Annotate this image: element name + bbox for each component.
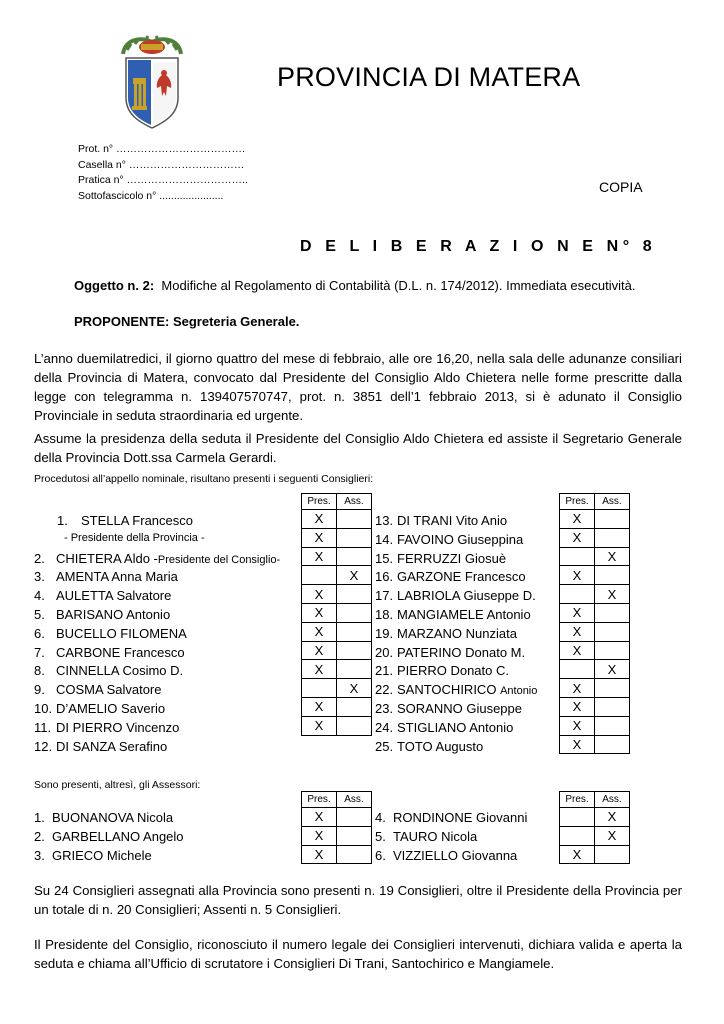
member-entry: [34, 607, 170, 622]
member-entry: [34, 720, 179, 735]
absence-cell: [337, 845, 372, 864]
member-entry: [34, 829, 184, 844]
member-entry: [34, 588, 171, 603]
presence-cell: X: [302, 641, 337, 660]
pratica-line: Pratica n° ……………………………..: [78, 174, 248, 186]
table-row: [560, 808, 630, 827]
absence-cell: X: [595, 808, 630, 827]
table-row: [302, 585, 372, 604]
member-entry: [375, 569, 526, 584]
paragraph-presidenza: Assume la presidenza della seduta il Presidente del Consiglio Aldo Chietera ed assiste il Segretario Generale della Provincia Dott.ssa Carmela Gerardi.: [34, 431, 682, 465]
member-entry: [375, 532, 523, 547]
absence-cell: X: [595, 585, 630, 604]
presence-cell: X: [560, 735, 595, 754]
presence-cell: X: [302, 716, 337, 735]
member-number: 11.: [34, 719, 52, 735]
member-number: 24.: [375, 719, 394, 735]
member-number: 5.: [34, 607, 45, 622]
deliberazione-heading: D E L I B E R A Z I O N E N° 8: [300, 238, 657, 255]
table-row: [560, 603, 630, 622]
member-entry: [375, 588, 536, 603]
presence-cell: X: [302, 845, 337, 864]
member-name: CHIETERA Aldo -: [56, 550, 158, 566]
member-entry: [34, 645, 185, 660]
member-note: Antonio: [500, 685, 538, 698]
table-row: [302, 716, 372, 735]
presence-cell: X: [560, 679, 595, 698]
member-entry: [375, 607, 531, 622]
member-number: 25.: [375, 738, 394, 754]
table-row: [560, 697, 630, 716]
header-row: [302, 792, 372, 808]
presence-cell: X: [560, 641, 595, 660]
member-entry: [34, 701, 165, 716]
assessori-right-table: [559, 791, 630, 864]
member-name: AULETTA Salvatore: [56, 588, 172, 604]
member-name: LABRIOLA Giuseppe D.: [397, 588, 536, 604]
member-number: 21.: [375, 663, 394, 679]
absence-cell: [337, 528, 372, 547]
member-name: CINNELLA Cosimo D.: [56, 663, 184, 679]
member-name: TAURO Nicola: [393, 828, 478, 844]
paragraph-scrutatori: Il Presidente del Consiglio, riconosciuto il numero legale dei Consiglieri intervenuti, dichiara valida e aperta la seduta e chiama all’Ufficio di scrutatore i Consiglieri Di Trani, Santochirico e Mangiamele.: [34, 937, 682, 971]
member-name: MANGIAMELE Antonio: [397, 607, 531, 622]
absence-cell: X: [595, 660, 630, 679]
table-row: [302, 660, 372, 679]
member-name: DI PIERRO Vincenzo: [56, 719, 180, 735]
absence-cell: [595, 735, 630, 754]
paragraph-opening: L’anno duemilatredici, il giorno quattro del mese di febbraio, alle ore 16,20, nella sala delle adunanze consiliari della Provincia di Matera, convocato dal Presidente del Consiglio Aldo Chietera nelle forme prescritte dalla legge con telegramma n. 139407570747, prot. n. 3851 dell’1 febbraio 2013, si è adunato il Consiglio Provinciale in seduta straordinaria ed urgente.: [34, 351, 682, 423]
member-entry: [375, 626, 517, 641]
presence-cell: X: [560, 697, 595, 716]
member-name: D’AMELIO Saverio: [56, 701, 166, 716]
sottofascicolo-line: Sottofascicolo n° ......................: [78, 190, 224, 202]
table-row: [302, 697, 372, 716]
table-row: [560, 585, 630, 604]
member-name: DI SANZA Serafino: [56, 738, 168, 754]
absence-cell: [337, 716, 372, 735]
member-name: BUONANOVA Nicola: [52, 810, 174, 825]
member-name: GRIECO Michele: [52, 847, 152, 863]
absence-cell: X: [337, 679, 372, 698]
proponente: PROPONENTE: Segreteria Generale.: [74, 314, 300, 329]
presence-cell: [302, 566, 337, 585]
presence-cell: [560, 547, 595, 566]
appello-intro: Procedutosi all’appello nominale, risultano presenti i seguenti Consiglieri:: [34, 473, 374, 485]
member-entry: [375, 513, 507, 528]
assessori-left-table: [301, 791, 372, 864]
member-number: 17.: [375, 588, 394, 604]
member-entry: [34, 810, 173, 825]
presence-cell: X: [560, 528, 595, 547]
table-row: [560, 641, 630, 660]
header-row: [302, 494, 372, 510]
member-number: 10.: [34, 701, 53, 716]
member-entry: [375, 682, 537, 697]
presence-cell: [560, 826, 595, 845]
member-number: 6.: [375, 847, 386, 863]
table-row: [302, 679, 372, 698]
member-name: VIZZIELLO Giovanna: [393, 847, 518, 863]
presence-cell: X: [560, 845, 595, 864]
member-name: STELLA Francesco: [81, 513, 193, 528]
pres-column-header: Pres.: [302, 494, 337, 510]
member-number: 3.: [34, 569, 45, 585]
member-number: 7.: [34, 644, 45, 660]
consiglieri-left-table: [301, 493, 372, 736]
provincia-emblem: [115, 32, 189, 132]
absence-cell: X: [595, 826, 630, 845]
absence-cell: [337, 547, 372, 566]
presence-cell: X: [560, 510, 595, 529]
absence-cell: [595, 603, 630, 622]
member-number: 3.: [34, 847, 45, 863]
table-row: [560, 660, 630, 679]
table-row: [302, 566, 372, 585]
member-name: DI TRANI Vito Anio: [397, 513, 508, 528]
paragraph-totals: Su 24 Consiglieri assegnati alla Provincia sono presenti n. 19 Consiglieri, oltre il Presidente della Provincia per un totale di n. 20 Consiglieri; Assenti n. 5 Consiglieri.: [34, 883, 682, 917]
table-row: [560, 528, 630, 547]
absence-cell: [595, 528, 630, 547]
member-number: 22.: [375, 682, 394, 698]
table-row: [302, 622, 372, 641]
oggetto-text: Modifiche al Regolamento di Contabilità (D.L. n. 174/2012). Immediata esecutività.: [161, 278, 636, 293]
member-number: 15.: [375, 550, 394, 566]
table-row: [302, 528, 372, 547]
member-entry: [57, 513, 193, 528]
member-name: MARZANO Nunziata: [397, 625, 517, 641]
ass-column-header: Ass.: [595, 494, 630, 510]
absence-cell: [595, 679, 630, 698]
absence-cell: [595, 845, 630, 864]
presence-cell: [560, 808, 595, 827]
table-row: [560, 566, 630, 585]
header-row: [560, 792, 630, 808]
table-row: [560, 716, 630, 735]
presence-cell: X: [302, 808, 337, 827]
presence-cell: [560, 585, 595, 604]
member-entry: [375, 720, 513, 735]
absence-cell: [337, 697, 372, 716]
member-name: PATERINO Donato M.: [397, 644, 526, 660]
oggetto-label: Oggetto n. 2:: [74, 278, 155, 293]
member-entry: [34, 848, 152, 863]
member-note: Presidente del Consiglio-: [157, 553, 281, 566]
table-row: [560, 510, 630, 529]
member-entry: [375, 848, 517, 863]
presence-cell: X: [560, 603, 595, 622]
table-row: [560, 622, 630, 641]
consiglieri-right-table: [559, 493, 630, 754]
member-number: 2.: [34, 550, 45, 566]
presence-cell: X: [560, 622, 595, 641]
absence-cell: [337, 641, 372, 660]
member-entry: [34, 569, 178, 584]
emblem-wreath: [123, 36, 181, 54]
member-name: GARBELLANO Angelo: [52, 828, 184, 844]
member-name: BARISANO Antonio: [56, 607, 171, 622]
member-entry: [34, 551, 280, 566]
absence-cell: [595, 641, 630, 660]
table-row: [302, 547, 372, 566]
pres-column-header: Pres.: [560, 494, 595, 510]
absence-cell: [337, 510, 372, 529]
ass-column-header: Ass.: [337, 792, 372, 808]
presence-cell: X: [560, 566, 595, 585]
absence-cell: [337, 660, 372, 679]
table-row: [560, 845, 630, 864]
member-name: PIERRO Donato C.: [397, 663, 509, 679]
ass-column-header: Ass.: [337, 494, 372, 510]
presence-cell: [302, 679, 337, 698]
member-entry: [375, 739, 483, 754]
presence-cell: X: [302, 547, 337, 566]
member-number: 8.: [34, 663, 45, 679]
table-row: [302, 808, 372, 827]
member-entry: [375, 810, 527, 825]
member-number: 12.: [34, 738, 53, 754]
copia-label: COPIA: [599, 179, 643, 195]
member-number: 19.: [375, 625, 394, 641]
absence-cell: [595, 716, 630, 735]
member-entry: [375, 701, 522, 716]
absence-cell: [337, 826, 372, 845]
member-number: 20.: [375, 644, 394, 660]
absence-cell: [595, 697, 630, 716]
header-row: [560, 494, 630, 510]
member-number: 23.: [375, 701, 394, 716]
member-number: 4.: [375, 810, 386, 825]
presence-cell: [560, 660, 595, 679]
presence-cell: X: [302, 826, 337, 845]
member-number: 2.: [34, 828, 45, 844]
oggetto: [74, 278, 635, 293]
member-name: BUCELLO FILOMENA: [56, 625, 187, 641]
member-name: GARZONE Francesco: [397, 569, 526, 585]
pres-column-header: Pres.: [302, 792, 337, 808]
presence-cell: X: [302, 510, 337, 529]
page-title: PROVINCIA DI MATERA: [277, 62, 581, 92]
member-name: SANTOCHIRICO: [397, 682, 497, 698]
member-name: TOTO Augusto: [397, 738, 484, 754]
absence-cell: [337, 603, 372, 622]
absence-cell: X: [595, 547, 630, 566]
member-name: RONDINONE Giovanni: [393, 810, 528, 825]
member-number: 16.: [375, 569, 394, 585]
absence-cell: [337, 808, 372, 827]
emblem-shield: [126, 58, 178, 128]
presence-cell: X: [302, 603, 337, 622]
member-entry: [34, 682, 162, 697]
member-name: STIGLIANO Antonio: [397, 719, 514, 735]
member-entry: [34, 626, 187, 641]
member-number: 1.: [57, 513, 68, 528]
member-name: AMENTA Anna Maria: [56, 569, 178, 585]
absence-cell: [595, 566, 630, 585]
presence-cell: X: [302, 528, 337, 547]
table-row: [560, 735, 630, 754]
member-entry: [375, 663, 509, 678]
presence-cell: X: [302, 697, 337, 716]
member-entry: [375, 645, 525, 660]
presence-cell: X: [302, 585, 337, 604]
presence-cell: X: [302, 622, 337, 641]
member-number: 5.: [375, 828, 386, 844]
member-name: FERRUZZI Giosuè: [397, 550, 507, 566]
absence-cell: [337, 585, 372, 604]
table-row: [302, 826, 372, 845]
member-number: 13.: [375, 513, 394, 528]
member-number: 1.: [34, 810, 45, 825]
absence-cell: [337, 622, 372, 641]
member-number: 4.: [34, 588, 45, 604]
member-role: - Presidente della Provincia -: [64, 532, 205, 544]
table-row: [560, 547, 630, 566]
absence-cell: [595, 622, 630, 641]
absence-cell: [595, 510, 630, 529]
table-row: [302, 845, 372, 864]
ass-column-header: Ass.: [595, 792, 630, 808]
member-number: 9.: [34, 682, 45, 698]
presence-cell: X: [302, 660, 337, 679]
assessori-intro: Sono presenti, altresì, gli Assessori:: [34, 779, 201, 791]
member-entry: [34, 663, 183, 678]
member-entry: [375, 829, 477, 844]
member-entry: [34, 739, 167, 754]
presence-cell: X: [560, 716, 595, 735]
member-name: CARBONE Francesco: [56, 644, 185, 660]
member-number: 18.: [375, 607, 394, 622]
table-row: [302, 603, 372, 622]
casella-line: Casella n° ……………………………: [78, 159, 245, 171]
member-number: 6.: [34, 625, 45, 641]
member-name: FAVOINO Giuseppina: [397, 531, 524, 547]
prot-line: Prot. n° ……………………………….: [78, 143, 245, 155]
table-row: [560, 679, 630, 698]
pres-column-header: Pres.: [560, 792, 595, 808]
member-entry: [375, 551, 506, 566]
table-row: [302, 641, 372, 660]
table-row: [560, 826, 630, 845]
member-name: COSMA Salvatore: [56, 682, 162, 698]
member-number: 14.: [375, 531, 394, 547]
absence-cell: X: [337, 566, 372, 585]
member-name: SORANNO Giuseppe: [397, 701, 522, 716]
